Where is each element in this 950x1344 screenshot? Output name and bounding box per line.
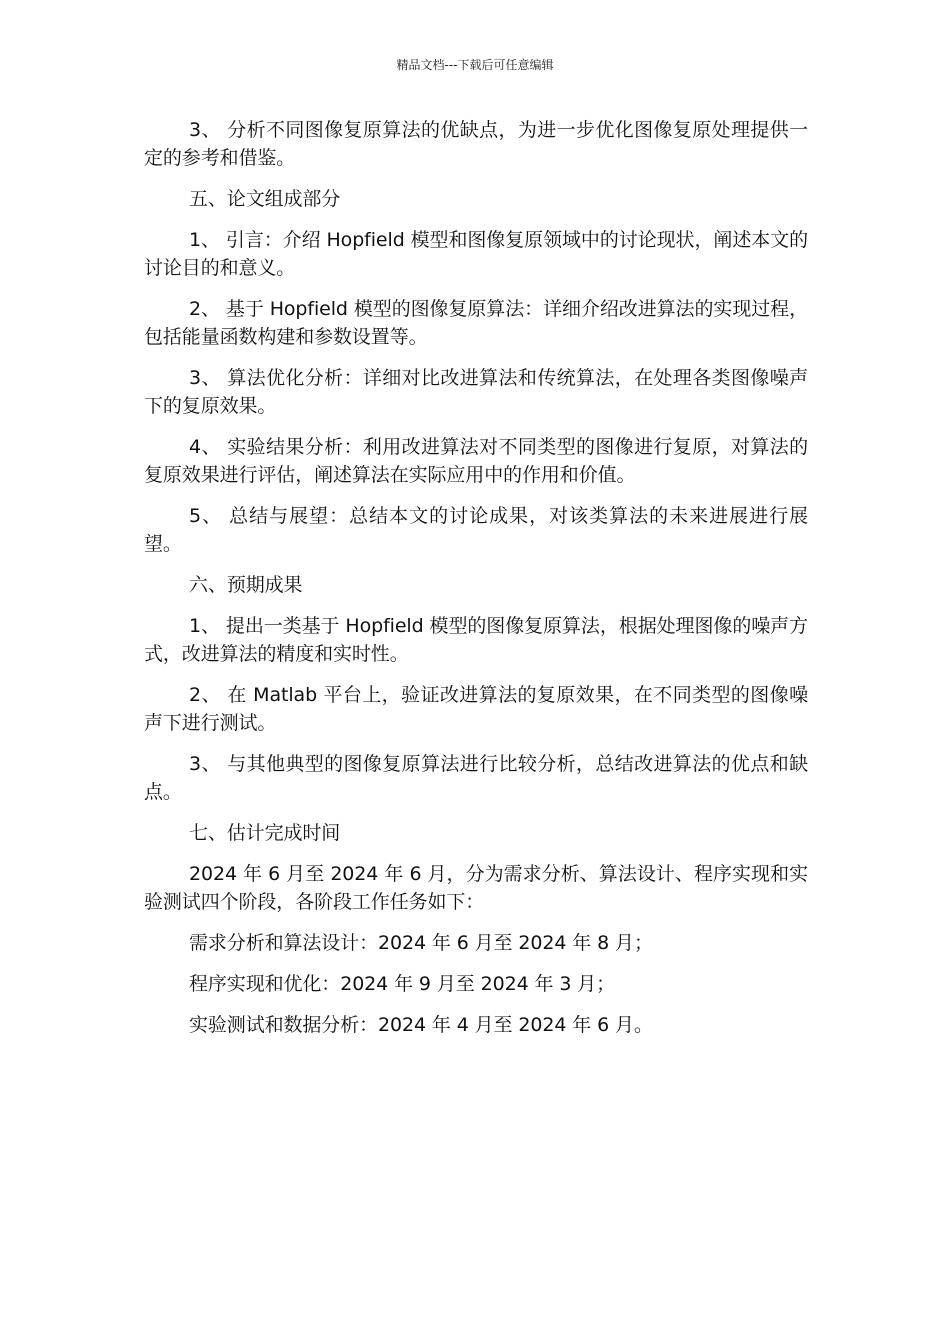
document-body bbox=[144, 116, 808, 1052]
section-heading-thesis-structure: 五、论文组成部分 bbox=[189, 188, 341, 210]
section-heading-expected-results: 六、预期成果 bbox=[189, 574, 303, 596]
schedule-item-3: 实验测试和数据分析：2024 年 4 月至 2024 年 6 月。 bbox=[189, 1014, 653, 1036]
page-header: 精品文档---下载后可任意编辑 bbox=[396, 58, 554, 72]
structure-item-4: 4、 实验结果分析：利用改进算法对不同类型的图像进行复原，对算法的复原效果进行评估，阐述算法在实际应用中的作用和价值。 bbox=[144, 436, 808, 486]
schedule-item-2: 程序实现和优化：2024 年 9 月至 2024 年 3 月； bbox=[189, 973, 616, 995]
goal-item-3: 3、 分析不同图像复原算法的优缺点，为进一步优化图像复原处理提供一定的参考和借鉴。 bbox=[144, 119, 808, 169]
schedule-overview: 2024 年 6 月至 2024 年 6 月，分为需求分析、算法设计、程序实现和实验测试四个阶段，各阶段工作任务如下： bbox=[144, 863, 808, 913]
section-heading-schedule: 七、估计完成时间 bbox=[189, 822, 341, 844]
structure-item-1: 1、 引言：介绍 Hopfield 模型和图像复原领域中的讨论现状，阐述本文的讨论目的和意义。 bbox=[144, 229, 808, 279]
structure-item-5: 5、 总结与展望：总结本文的讨论成果，对该类算法的未来进展进行展望。 bbox=[144, 505, 808, 555]
schedule-item-1: 需求分析和算法设计：2024 年 6 月至 2024 年 8 月； bbox=[189, 932, 653, 954]
structure-item-3: 3、 算法优化分析：详细对比改进算法和传统算法，在处理各类图像噪声下的复原效果。 bbox=[144, 367, 808, 417]
result-item-3: 3、 与其他典型的图像复原算法进行比较分析，总结改进算法的优点和缺点。 bbox=[144, 753, 808, 803]
result-item-1: 1、 提出一类基于 Hopfield 模型的图像复原算法，根据处理图像的噪声方式，改进算法的精度和实时性。 bbox=[144, 615, 808, 665]
structure-item-2: 2、 基于 Hopfield 模型的图像复原算法：详细介绍改进算法的实现过程，包括能量函数构建和参数设置等。 bbox=[144, 298, 808, 348]
result-item-2: 2、 在 Matlab 平台上，验证改进算法的复原效果，在不同类型的图像噪声下进行测试。 bbox=[144, 684, 808, 734]
